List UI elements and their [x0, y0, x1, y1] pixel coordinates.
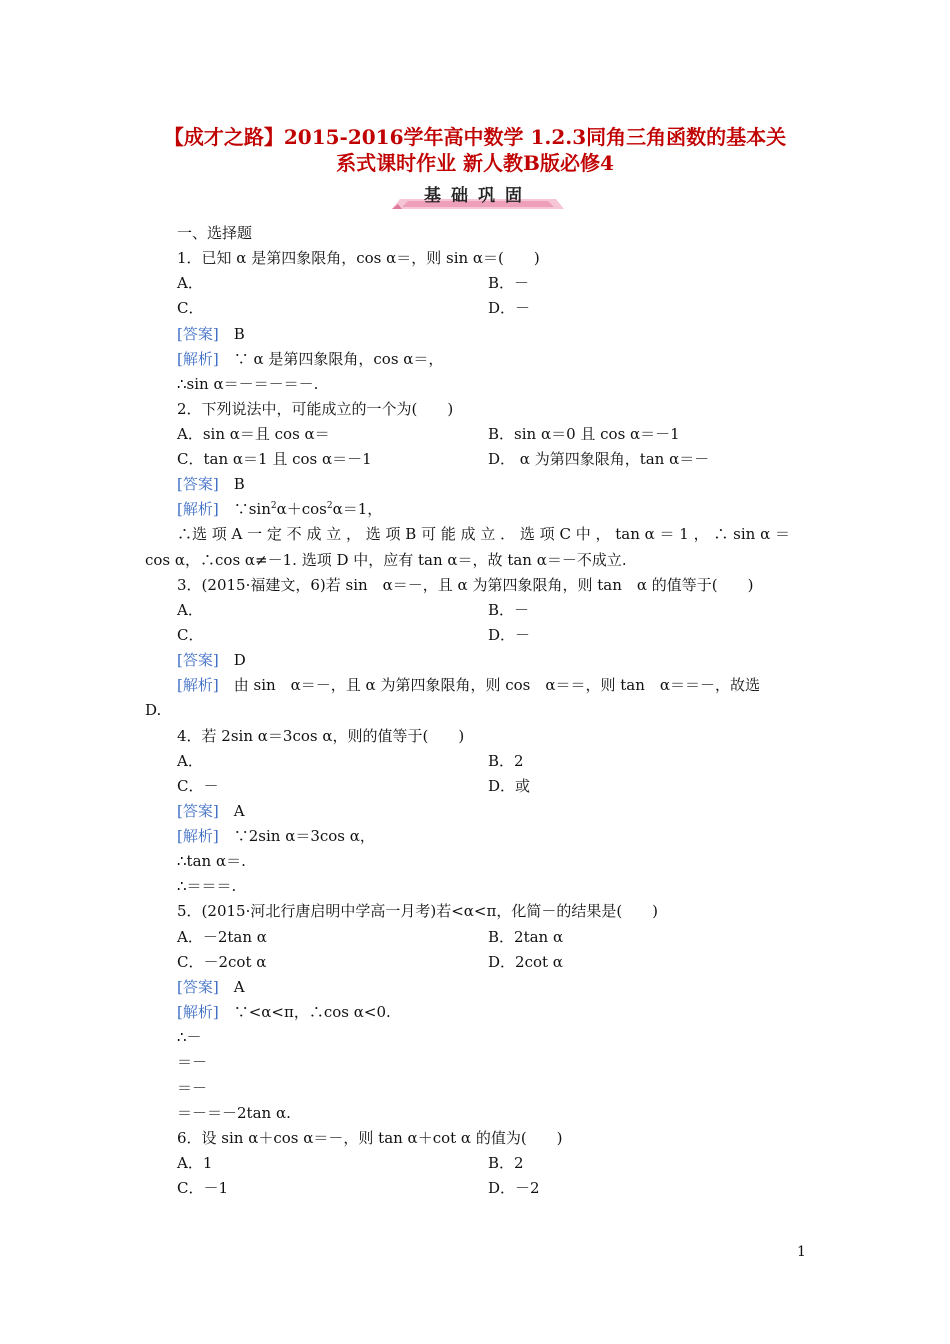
q2-option-d: D． α 为第四象限角，tan α＝－ — [488, 450, 710, 468]
q3-option-b: B．－ — [488, 601, 530, 619]
q5-analysis-line4: ＝－ — [177, 1079, 208, 1097]
q4-option-b: B．2 — [488, 752, 524, 770]
answer-tag: [答案] — [177, 802, 219, 820]
section-heading: 一、选择题 — [177, 224, 253, 242]
q1-stem: 1．已知 α 是第四象限角，cos α＝，则 sin α＝( ) — [177, 249, 540, 267]
q2-answer: B — [233, 475, 245, 493]
q5-option-c: C．－2cot α — [177, 953, 267, 971]
q4-option-c: C．－ — [177, 777, 219, 795]
q5-analysis-line5: ＝－＝－2tan α. — [177, 1104, 291, 1122]
q2-analysis-post: α＝1， — [332, 500, 383, 518]
q4-answer: A — [233, 802, 245, 820]
q2-analysis-row — [177, 497, 382, 522]
q3-analysis-line2: D. — [145, 701, 162, 719]
q6-option-c: C．－1 — [177, 1179, 229, 1197]
document-title — [120, 124, 830, 176]
q5-answer-row — [177, 975, 245, 1000]
q3-stem: 3．(2015·福建文，6)若 sin α＝－，且 α 为第四象限角，则 tan α 的值等于( ) — [177, 576, 754, 594]
q6-option-d: D．－2 — [488, 1179, 540, 1197]
q4-option-d: D．或 — [488, 777, 531, 795]
answer-tag: [答案] — [177, 978, 219, 996]
q3-option-c: C． — [177, 626, 204, 644]
q4-analysis-row — [177, 824, 375, 849]
q4-analysis-line2: ∴tan α＝. — [177, 852, 246, 870]
q1-analysis-row — [177, 347, 443, 372]
q4-analysis-line3: ∴＝＝＝. — [177, 877, 237, 895]
q3-analysis: 由 sin α＝－，且 α 为第四象限角，则 cos α＝＝，则 tan α＝＝－，故选 — [233, 676, 761, 694]
answer-tag: [答案] — [177, 651, 219, 669]
analysis-tag: [解析] — [177, 827, 219, 845]
q1-answer: B — [233, 325, 245, 343]
q3-answer-row — [177, 648, 246, 673]
q2-analysis-line2: ∴选 项 A 一 定 不 成 立 ， 选 项 B 可 能 成 立 ． 选 项 C 中 ， tan α ＝ 1 ， ∴ sin α ＝ — [177, 525, 790, 543]
answer-tag: [答案] — [177, 325, 219, 343]
analysis-tag: [解析] — [177, 500, 219, 518]
q6-stem: 6．设 sin α＋cos α＝－，则 tan α＋cot α 的值为( ) — [177, 1129, 563, 1147]
q2-option-a: A．sin α＝且 cos α＝ — [177, 425, 330, 443]
answer-tag: [答案] — [177, 475, 219, 493]
q2-option-c: C．tan α＝1 且 cos α＝－1 — [177, 450, 372, 468]
q3-option-a: A． — [177, 601, 203, 619]
q4-answer-row — [177, 799, 245, 824]
q2-analysis-pre: ∵sin — [233, 500, 271, 518]
q1-answer-row — [177, 322, 245, 347]
q3-analysis-row — [177, 673, 760, 698]
q5-analysis-line2: ∴－ — [177, 1028, 202, 1046]
title-line-1: 【成才之路】2015-2016学年高中数学 1.2.3同角三角函数的基本关 — [163, 125, 787, 149]
exponent: 2 — [270, 501, 277, 511]
q3-answer: D — [233, 651, 246, 669]
q5-analysis-line3: ＝－ — [177, 1053, 208, 1071]
q5-answer: A — [233, 978, 245, 996]
q5-analysis-row — [177, 1000, 391, 1025]
q5-analysis: ∵<α<π，∴cos α<0. — [233, 1003, 391, 1021]
q4-option-a: A． — [177, 752, 203, 770]
q2-option-b: B．sin α＝0 且 cos α＝－1 — [488, 425, 680, 443]
q5-option-b: B．2tan α — [488, 928, 564, 946]
q2-analysis-mid: α＋cos — [276, 500, 327, 518]
q1-analysis-line2: ∴sin α＝－＝－＝－. — [177, 375, 319, 393]
q6-option-b: B．2 — [488, 1154, 524, 1172]
q6-option-a: A．1 — [177, 1154, 213, 1172]
q1-option-c: C． — [177, 299, 204, 317]
analysis-tag: [解析] — [177, 1003, 219, 1021]
exponent: 2 — [326, 501, 333, 511]
analysis-tag: [解析] — [177, 350, 219, 368]
banner-label: 基础巩固 — [424, 186, 532, 206]
q1-option-d: D．－ — [488, 299, 531, 317]
page-number: 1 — [797, 1244, 806, 1260]
section-banner — [388, 185, 568, 211]
q2-answer-row — [177, 472, 245, 497]
q5-option-d: D．2cot α — [488, 953, 563, 971]
q1-option-a: A． — [177, 274, 203, 292]
q5-stem: 5．(2015·河北行唐启明中学高一月考)若<α<π，化简－的结果是( ) — [177, 902, 659, 920]
q1-option-b: B．－ — [488, 274, 530, 292]
q3-option-d: D．－ — [488, 626, 531, 644]
q2-analysis-line3: cos α，∴cos α≠－1. 选项 D 中，应有 tan α＝，故 tan α＝－不成立. — [145, 551, 627, 569]
q5-option-a: A．－2tan α — [177, 928, 267, 946]
q4-stem: 4．若 2sin α＝3cos α，则的值等于( ) — [177, 727, 465, 745]
analysis-tag: [解析] — [177, 676, 219, 694]
q4-analysis: ∵2sin α＝3cos α， — [233, 827, 375, 845]
q1-analysis: ∵ α 是第四象限角，cos α＝， — [233, 350, 444, 368]
title-line-2: 系式课时作业 新人教B版必修4 — [336, 151, 614, 175]
q2-stem: 2．下列说法中，可能成立的一个为( ) — [177, 400, 454, 418]
